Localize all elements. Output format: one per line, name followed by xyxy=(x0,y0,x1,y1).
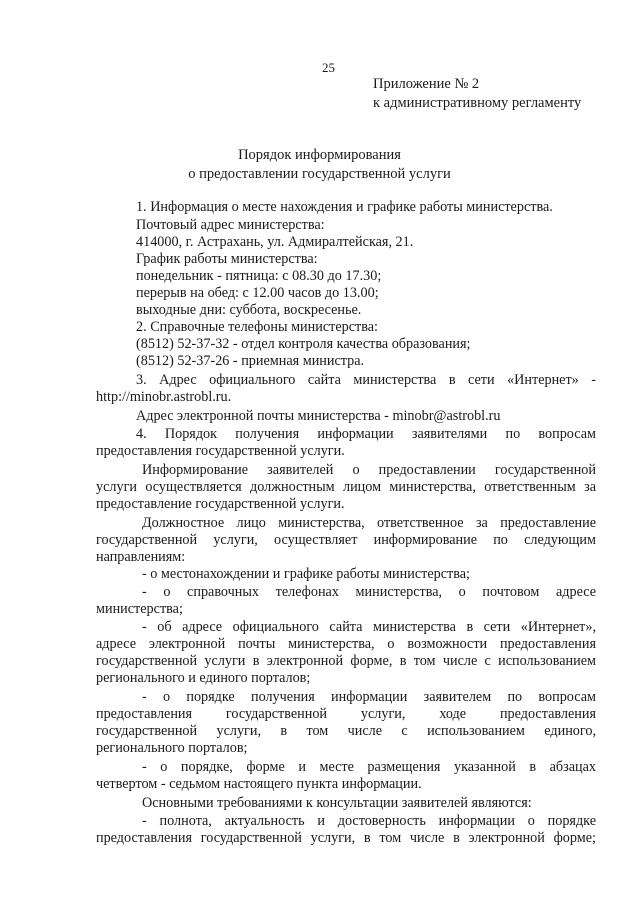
paragraph-line: предоставление государственной услуги. xyxy=(96,496,345,512)
appendix-reference: к административному регламенту xyxy=(373,95,582,111)
list-item-cont: регионального и единого порталов; xyxy=(96,670,311,686)
work-schedule-label: График работы министерства: xyxy=(136,251,318,267)
postal-address-value: 414000, г. Астрахань, ул. Адмиралтейская, 21. xyxy=(136,234,414,250)
phone-quality-control: (8512) 52-37-32 - отдел контроля качества образования; xyxy=(136,336,471,352)
section-1-heading: 1. Информация о месте нахождения и графике работы министерства. xyxy=(136,199,553,215)
list-item: - о справочных телефонах министерства, о почтовом адресе xyxy=(142,584,596,600)
paragraph-line: направлениям: xyxy=(96,549,186,565)
list-item-cont: государственной услуги в электронной форме, в том числе с использованием xyxy=(96,653,596,669)
list-item-cont: адресе электронной почты министерства, о возможности предоставления xyxy=(96,636,596,652)
section-4-heading-cont: предоставления государственной услуги. xyxy=(96,443,345,459)
paragraph-line: государственной услуги, осуществляет информирование по следующим xyxy=(96,532,596,548)
list-item: - об адресе официального сайта министерства в сети «Интернет», xyxy=(142,619,596,635)
document-subtitle: о предоставлении государственной услуги xyxy=(188,166,451,182)
document-title: Порядок информирования xyxy=(238,147,401,163)
lunch-break: перерыв на обед: с 12.00 часов до 13.00; xyxy=(136,285,379,301)
list-item-cont: четвертом - седьмом настоящего пункта информации. xyxy=(96,776,422,792)
list-item-cont: предоставления государственной услуги, в том числе в электронной форме; xyxy=(96,830,596,846)
paragraph-line: Основными требованиями к консультации заявителей являются: xyxy=(142,795,532,811)
section-3-website: 3. Адрес официального сайта министерства в сети «Интернет» - xyxy=(136,372,596,388)
list-item: - о местонахождении и графике работы министерства; xyxy=(142,566,470,582)
postal-address-label: Почтовый адрес министерства: xyxy=(136,217,325,233)
list-item-cont: предоставления государственной услуги, ходе предоставления xyxy=(96,706,596,722)
list-item-cont: регионального порталов; xyxy=(96,740,248,756)
days-off: выходные дни: суббота, воскресенье. xyxy=(136,302,362,318)
section-2-heading: 2. Справочные телефоны министерства: xyxy=(136,319,378,335)
page-number: 25 xyxy=(322,60,335,75)
work-hours: понедельник - пятница: с 08.30 до 17.30; xyxy=(136,268,382,284)
email-address: Адрес электронной почты министерства - minobr@astrobl.ru xyxy=(136,408,501,424)
section-4-heading: 4. Порядок получения информации заявителями по вопросам xyxy=(136,426,596,442)
list-item-cont: министерства; xyxy=(96,601,183,617)
website-url: http://minobr.astrobl.ru. xyxy=(96,389,232,405)
paragraph-line: Должностное лицо министерства, ответственное за предоставление xyxy=(142,515,596,531)
list-item-cont: государственной услуги, в том числе с использованием единого, xyxy=(96,723,596,739)
paragraph-line: услуги осуществляется должностным лицом министерства, ответственным за xyxy=(96,479,596,495)
list-item: - полнота, актуальность и достоверность информации о порядке xyxy=(142,813,596,829)
phone-reception: (8512) 52-37-26 - приемная министра. xyxy=(136,353,365,369)
list-item: - о порядке получения информации заявителем по вопросам xyxy=(142,689,596,705)
list-item: - о порядке, форме и месте размещения указанной в абзацах xyxy=(142,759,596,775)
appendix-number: Приложение № 2 xyxy=(373,76,480,92)
paragraph-line: Информирование заявителей о предоставлении государственной xyxy=(142,462,596,478)
